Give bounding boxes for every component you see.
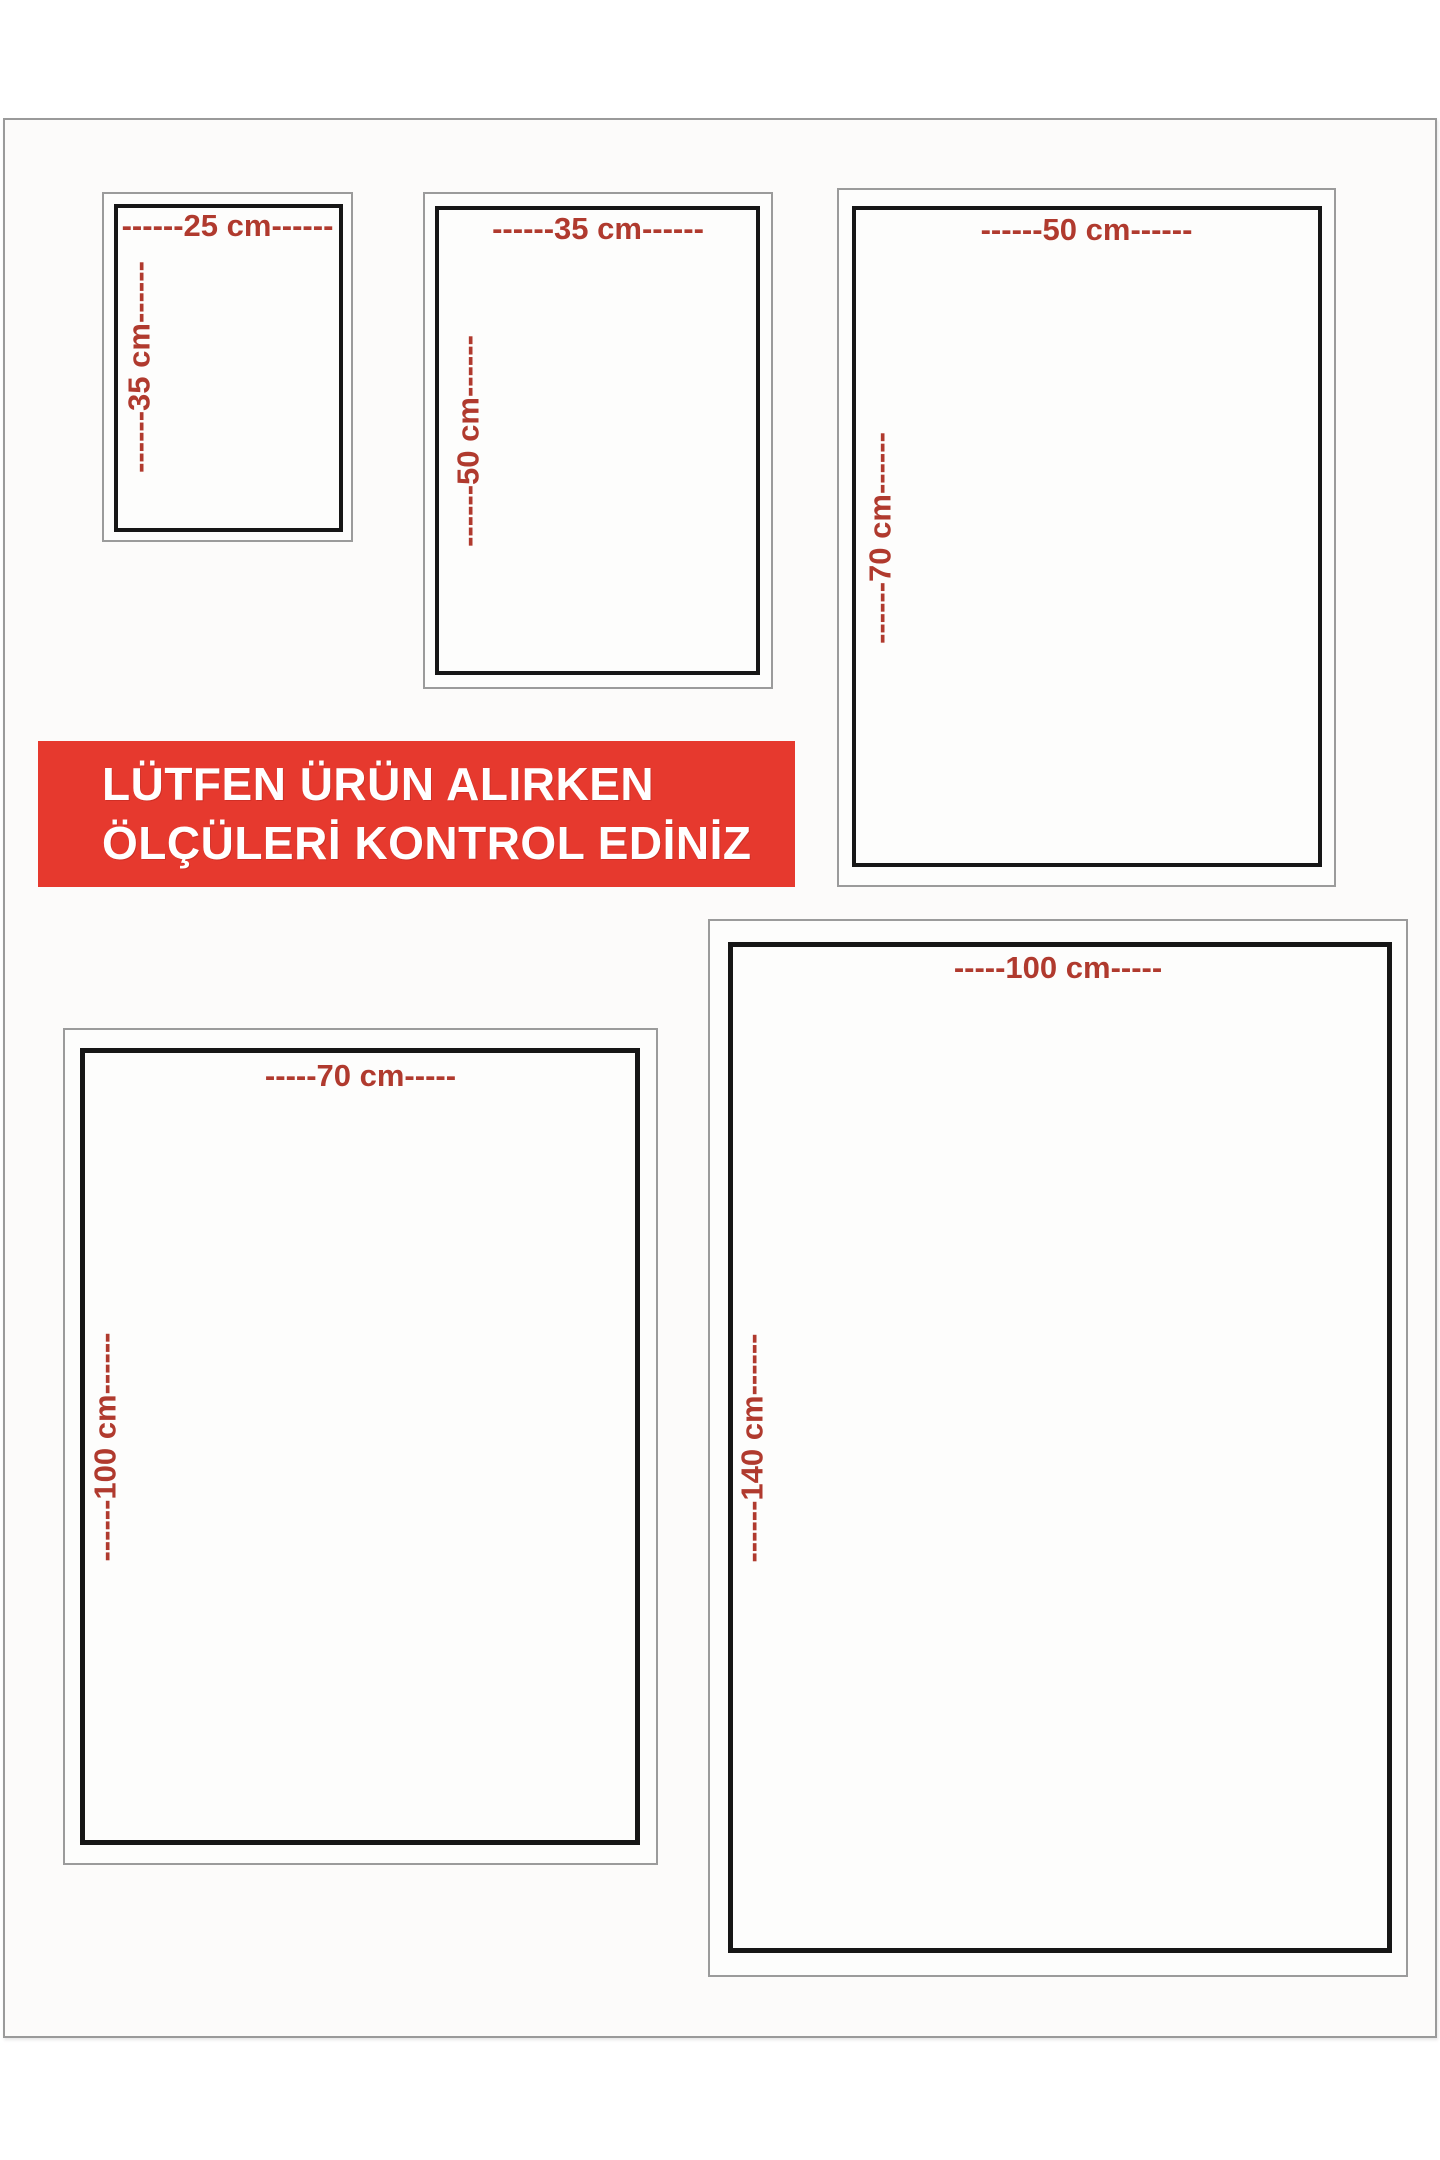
size-box-35x50 (423, 192, 773, 689)
height-dimension-label-50cm: ------50 cm------ (450, 334, 486, 547)
width-dimension-label-70cm: -----70 cm----- (264, 1058, 457, 1093)
width-dimension-label-25cm: ------25 cm------ (121, 208, 334, 243)
height-dimension-label-35cm: ------35 cm------ (121, 261, 157, 473)
warning-banner-line-2: ÖLÇÜLERİ KONTROL EDİNİZ (102, 817, 752, 869)
width-dimension-label-35cm: ------35 cm------ (492, 211, 704, 246)
size-box-50x70 (837, 188, 1336, 887)
height-dimension-label-70cm: ------70 cm------ (862, 431, 898, 644)
size-box-25x35 (102, 192, 353, 542)
width-dimension-label-100cm: -----100 cm----- (953, 950, 1163, 985)
size-box-100x140-inner-frame (728, 942, 1392, 1953)
size-box-70x100-inner-frame (80, 1048, 640, 1845)
height-dimension-label-100cm: ------100 cm------ (87, 1331, 123, 1562)
warning-banner-line-1: LÜTFEN ÜRÜN ALIRKEN (102, 758, 655, 811)
width-dimension-label-50cm: ------50 cm------ (980, 212, 1193, 247)
size-box-70x100 (63, 1028, 658, 1865)
size-box-50x70-inner-frame (852, 206, 1322, 867)
warning-banner (38, 741, 795, 887)
size-box-100x140 (708, 919, 1408, 1977)
height-dimension-label-140cm: ------140 cm------ (734, 1333, 770, 1563)
